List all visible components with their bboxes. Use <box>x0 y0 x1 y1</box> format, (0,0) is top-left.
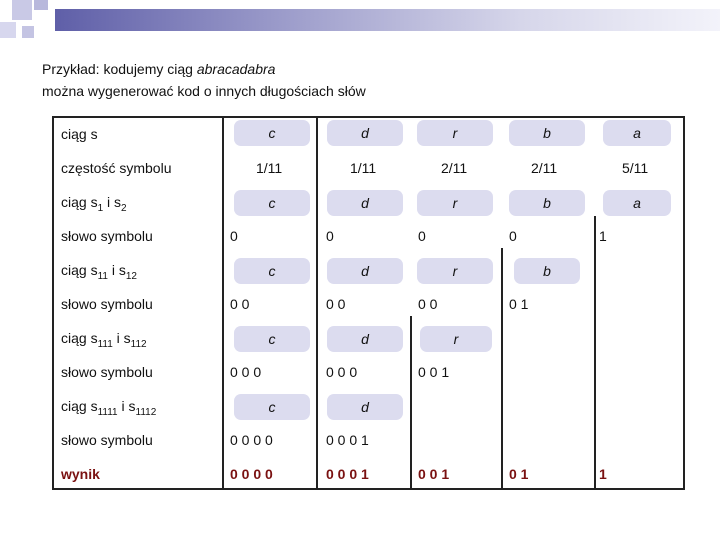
step1-code: 0 <box>326 228 334 244</box>
decor-square <box>22 26 34 38</box>
step3-pill-r: r <box>420 326 492 352</box>
row-label-s1-s2: ciąg $s_1$ i $s_2$ <box>61 194 127 214</box>
intro-line-2: można wygenerować kod o innych długościach słów <box>42 83 366 99</box>
symbol-pill-a: a <box>603 120 671 146</box>
step4-code: 0 0 0 0 <box>230 432 273 448</box>
step1-pill-c: c <box>234 190 310 216</box>
intro-line-1-prefix: Przykład: kodujemy ciąg <box>42 61 197 77</box>
result-code-c: 0 0 0 0 <box>230 466 273 482</box>
row-label-codeword-1: słowo symbolu <box>61 228 153 244</box>
row-label-result: wynik <box>61 466 100 482</box>
step2-pill-d: d <box>327 258 403 284</box>
frequency-c: 1/11 <box>256 160 283 176</box>
step2-pill-r: r <box>417 258 493 284</box>
step1-code: 0 <box>230 228 238 244</box>
step4-code: 0 0 0 1 <box>326 432 369 448</box>
step3-pill-d: d <box>327 326 403 352</box>
intro-line-1 <box>42 58 366 80</box>
row-label-s11-s12: ciąg $s_{11}$ i $s_{12}$ <box>61 262 137 282</box>
step4-pill-d: d <box>327 394 403 420</box>
frequency-r: 2/11 <box>441 160 468 176</box>
step1-code: 0 <box>509 228 517 244</box>
step1-pill-d: d <box>327 190 403 216</box>
step2-pill-c: c <box>234 258 310 284</box>
step3-pill-c: c <box>234 326 310 352</box>
symbol-pill-d: d <box>327 120 403 146</box>
result-code-a: 1 <box>599 466 607 482</box>
column-divider <box>222 118 224 490</box>
intro-example-word: abracadabra <box>196 61 276 77</box>
step1-pill-r: r <box>417 190 493 216</box>
column-divider <box>316 118 318 490</box>
symbol-pill-c: c <box>234 120 310 146</box>
result-code-r: 0 0 1 <box>418 466 450 482</box>
column-divider <box>594 216 596 490</box>
row-label-codeword-2: słowo symbolu <box>61 296 153 312</box>
title-gradient-bar <box>55 9 720 31</box>
step1-code: 1 <box>599 228 607 244</box>
result-code-b: 0 1 <box>509 466 529 482</box>
row-label-frequency: częstość symbolu <box>61 160 172 176</box>
frequency-a: 5/11 <box>622 160 649 176</box>
step2-code: 0 0 <box>326 296 346 312</box>
step3-code: 0 0 0 <box>230 364 262 380</box>
row-label-codeword-4: słowo symbolu <box>61 432 153 448</box>
frequency-d: 1/11 <box>350 160 377 176</box>
step1-code: 0 <box>418 228 426 244</box>
decor-square <box>34 0 48 10</box>
frequency-b: 2/11 <box>531 160 558 176</box>
column-divider <box>410 316 412 490</box>
row-label-s111-s112: ciąg $s_{111}$ i $s_{112}$ <box>61 330 147 350</box>
decor-square <box>12 0 32 20</box>
symbol-pill-b: b <box>509 120 585 146</box>
intro-text <box>42 58 366 102</box>
symbol-pill-r: r <box>417 120 493 146</box>
step1-pill-b: b <box>509 190 585 216</box>
step3-code: 0 0 0 <box>326 364 358 380</box>
decor-square <box>0 22 16 38</box>
result-code-d: 0 0 0 1 <box>326 466 369 482</box>
step1-pill-a: a <box>603 190 671 216</box>
row-label-sequence: ciąg s <box>61 126 98 142</box>
column-divider <box>501 248 503 490</box>
step2-code: 0 1 <box>509 296 529 312</box>
step2-code: 0 0 <box>418 296 438 312</box>
step2-code: 0 0 <box>230 296 250 312</box>
row-label-codeword-3: słowo symbolu <box>61 364 153 380</box>
row-label-s1111-s1112: ciąg $s_{1111}$ i $s_{1112}$ <box>61 398 157 418</box>
step2-pill-b: b <box>514 258 580 284</box>
step3-code: 0 0 1 <box>418 364 450 380</box>
step4-pill-c: c <box>234 394 310 420</box>
